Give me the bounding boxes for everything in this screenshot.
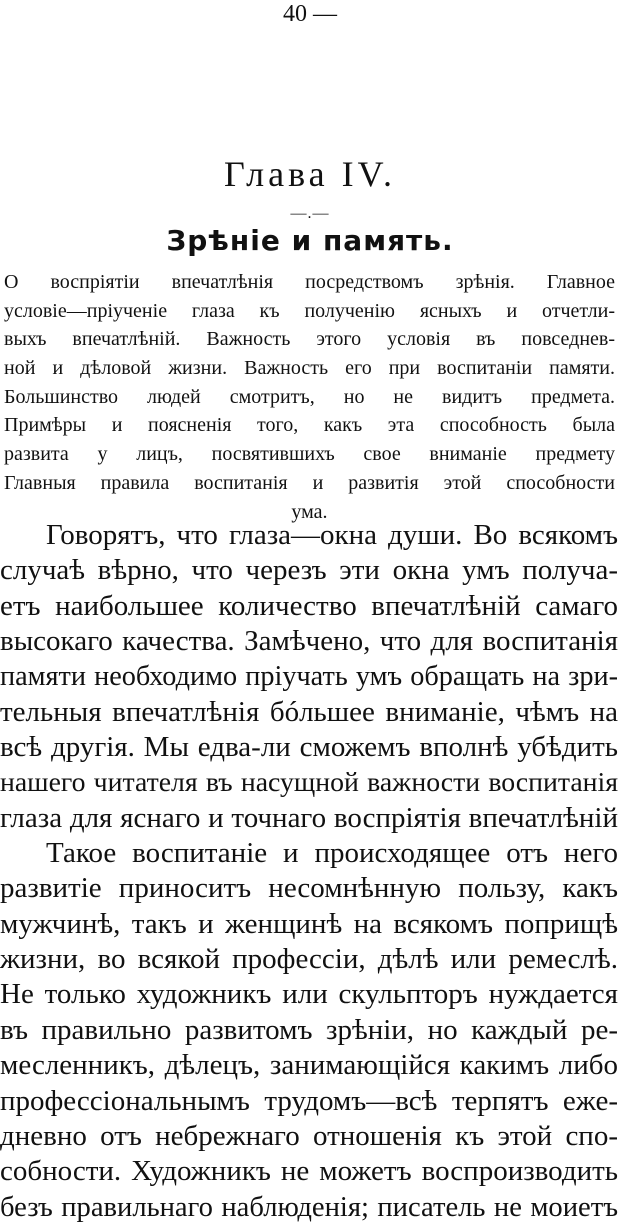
body-line: етъ наибольшее количество впечатлѣній самаго	[0, 589, 618, 622]
body-line: высокаго качества. Замѣчено, что для воспитанія	[0, 625, 618, 658]
body-line: профессіональнымъ трудомъ—всѣ терпятъ еже-	[0, 1084, 618, 1117]
summary-line: Примѣры и поясненія того, какъ эта способность была	[4, 414, 615, 437]
body-text	[0, 518, 618, 1225]
summary-line: О воспріятіи впечатлѣнія посредствомъ зрѣнія. Главное	[4, 271, 615, 293]
body-line: месленникъ, дѣлецъ, занимающійся какимъ либо	[0, 1049, 618, 1082]
summary-line: Главныя правила воспитанія и развитія этой способности	[4, 471, 615, 494]
summary-line: Большинство людей смотритъ, но не видитъ предмета.	[4, 385, 615, 408]
summary-line: условіе—пріученіе глаза къ полученію ясныхъ и отчетли-	[4, 299, 615, 322]
body-line: Не только художникъ или скульпторъ нуждается	[0, 978, 618, 1011]
body-line: мужчинѣ, такъ и женщинѣ на всякомъ поприщѣ	[0, 907, 618, 940]
summary-line: развита у лицъ, посвятившихъ свое вниманіе предмету	[4, 443, 615, 466]
body-line: собности. Художникъ не можетъ воспроизводить	[0, 1155, 618, 1188]
body-line: въ правильно развитомъ зрѣніи, но каждый ре-	[0, 1013, 618, 1046]
body-line: развитіе приноситъ несомнѣнную пользу, какъ	[0, 872, 618, 905]
chapter-summary	[4, 268, 615, 526]
section-title: Зрѣніе и память.	[166, 224, 454, 257]
summary-line: ной и дѣловой жизни. Важность его при воспитаніи памяти.	[4, 357, 615, 380]
summary-line: выхъ впечатлѣній. Важность этого условія въ повседнев-	[4, 328, 615, 351]
body-line: Такое воспитаніе и происходящее отъ него	[46, 837, 618, 870]
chapter-heading: Глава IV.	[224, 154, 396, 194]
summary-line: ума.	[291, 500, 328, 523]
body-line: тельныя впечатлѣнія бóльшее вниманіе, чѣмъ на	[0, 695, 618, 728]
ornament-divider: —.—	[290, 205, 330, 222]
body-line: случаѣ вѣрно, что черезъ эти окна умъ получа-	[0, 554, 618, 587]
body-line: всѣ другія. Мы едва-ли сможемъ вполнѣ убѣдить	[0, 731, 618, 764]
body-line: Говорятъ, что глаза—окна души. Во всякомъ	[46, 519, 618, 551]
body-line: жизни, во всякой профессіи, дѣлѣ или ремеслѣ.	[0, 943, 618, 976]
body-line: глаза для яснаго и точнаго воспріятія впечатлѣній	[0, 801, 618, 834]
body-line: безъ правильнаго наблюденія; писатель не моиетъ	[0, 1191, 618, 1223]
body-line: памяти необходимо пріучать умъ обращать на зри-	[0, 661, 618, 693]
body-line: нашего читателя въ насущной важности воспитанія	[0, 767, 618, 799]
page-number: 40 —	[283, 1, 337, 27]
body-line: дневно отъ небрежнаго отношенія къ этой спо-	[0, 1119, 618, 1152]
